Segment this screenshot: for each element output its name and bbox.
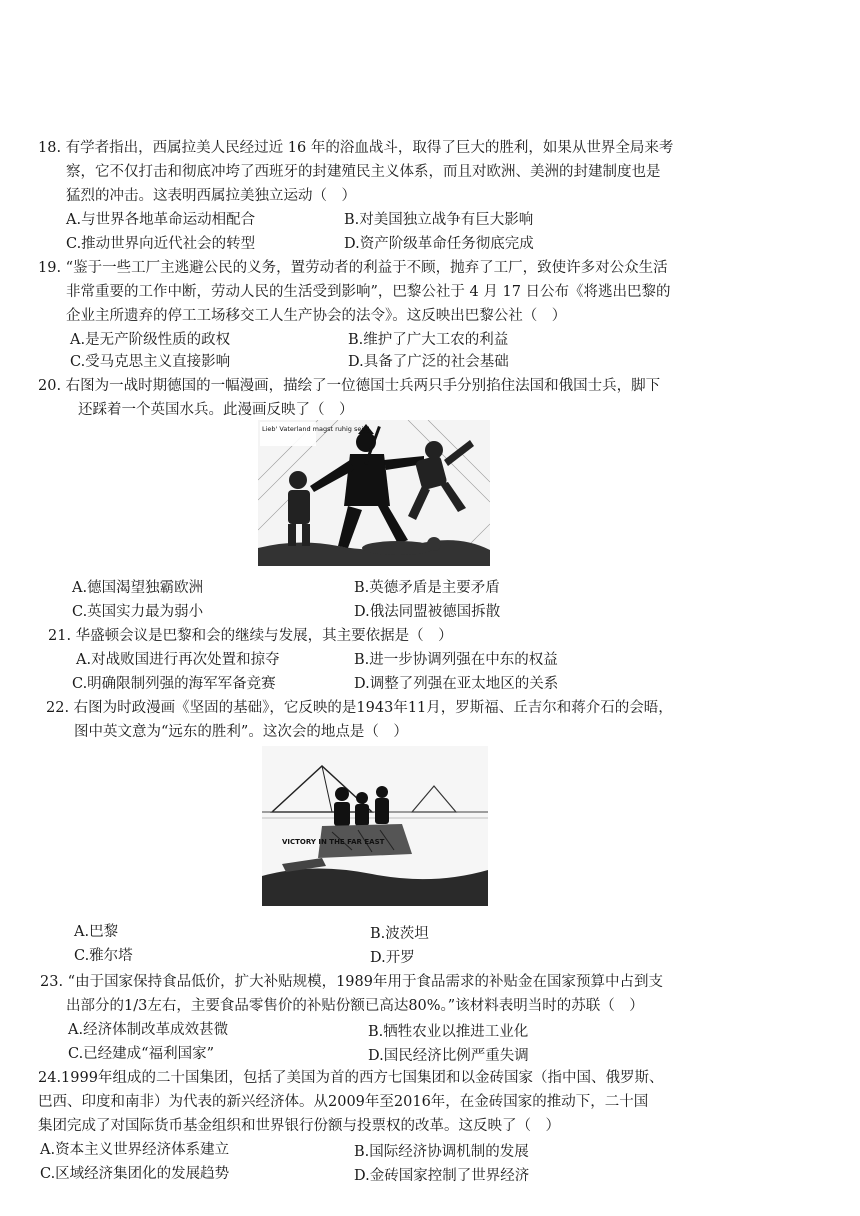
- q18-line-2: 察，它不仅打击和彻底冲垮了西班牙的封建殖民主义体系，而且对欧洲、美洲的封建制度也是: [66, 164, 661, 180]
- q20-line-1: 20. 右图为一战时期德国的一幅漫画，描绘了一位德国士兵两只手分别掐住法国和俄国士兵，脚下: [38, 378, 661, 394]
- q18-line-3: 猛烈的冲击。这表明西属拉美独立运动（ ）: [66, 188, 356, 204]
- q19-option-a: A.是无产阶级性质的政权: [70, 332, 231, 348]
- q20-option-b: B.英德矛盾是主要矛盾: [354, 580, 500, 596]
- q21-option-d: D.调整了列强在亚太地区的关系: [354, 676, 559, 692]
- q18-option-c: C.推动世界向近代社会的转型: [66, 236, 256, 252]
- q22-line-1: 22. 右图为时政漫画《坚固的基础》，它反映的是1943年11月，罗斯福、丘吉尔和蒋介石的会晤，: [46, 700, 673, 716]
- q18-option-b: B.对美国独立战争有巨大影响: [344, 212, 534, 228]
- q23-option-d: D.国民经济比例严重失调: [368, 1048, 529, 1064]
- q22-line-2: 图中英文意为“远东的胜利”。这次会的地点是（ ）: [74, 724, 408, 740]
- q24-option-b: B.国际经济协调机制的发展: [354, 1144, 529, 1160]
- q18-option-d: D.资产阶级革命任务彻底完成: [344, 236, 534, 252]
- q19-option-c: C.受马克思主义直接影响: [70, 354, 231, 370]
- cairo-cartoon-drawing: [262, 746, 488, 906]
- q24-option-d: D.金砖国家控制了世界经济: [354, 1168, 530, 1184]
- q21-option-c: C.明确限制列强的海军军备竞赛: [72, 676, 276, 692]
- q19-line-2: 非常重要的工作中断，劳动人民的生活受到影响”，巴黎公社于 4 月 17 日公布《将逃出巴黎的: [66, 284, 671, 300]
- ww1-cartoon-drawing: [258, 420, 490, 566]
- q23-line-1: 23. “由于国家保持食品低价，扩大补贴规模，1989年用于食品需求的补贴金在国家预算中占到支: [40, 974, 663, 990]
- q20-option-c: C.英国实力最为弱小: [72, 604, 204, 620]
- q24-line-3: 集团完成了对国际货币基金组织和世界银行份额与投票权的改革。这反映了（ ）: [38, 1118, 560, 1134]
- q19-option-d: D.具备了广泛的社会基础: [348, 354, 509, 370]
- q23-option-c: C.已经建成“福利国家”: [68, 1046, 215, 1062]
- ww1-cartoon-caption: Lieb' Vaterland magst ruhig sein!: [262, 425, 370, 433]
- q18-option-a: A.与世界各地革命运动相配合: [66, 212, 256, 228]
- q23-option-b: B.牺牲农业以推进工业化: [368, 1024, 529, 1040]
- q21-option-b: B.进一步协调列强在中东的权益: [354, 652, 558, 668]
- q19-line-3: 企业主所遗弃的停工工场移交工人生产协会的法令》。这反映出巴黎公社（ ）: [66, 308, 567, 324]
- q24-line-1: 24.1999年组成的二十国集团，包括了美国为首的西方七国集团和以金砖国家（指中国、俄罗斯、: [38, 1070, 664, 1086]
- q22-option-c: C.雅尔塔: [74, 948, 133, 964]
- q23-option-a: A.经济体制改革成效甚微: [68, 1022, 229, 1038]
- q23-line-2: 出部分的1/3左右，主要食品零售价的补贴份额已高达80%。”该材料表明当时的苏联（ ）: [66, 998, 644, 1014]
- cairo-cartoon: [262, 746, 488, 906]
- q20-line-2: 还踩着一个英国水兵。此漫画反映了（ ）: [78, 402, 354, 418]
- cairo-cartoon-caption: VICTORY IN THE FAR EAST: [282, 838, 385, 846]
- q18-line-1: 18. 有学者指出，西属拉美人民经过近 16 年的浴血战斗，取得了巨大的胜利，如果从世界全局来考: [38, 140, 674, 156]
- q22-option-d: D.开罗: [370, 950, 415, 966]
- q20-option-a: A.德国渴望独霸欧洲: [72, 580, 204, 596]
- q24-line-2: 巴西、印度和南非）为代表的新兴经济体。从2009年至2016年，在金砖国家的推动下，二十国: [38, 1094, 649, 1110]
- q19-line-1: 19. “鉴于一些工厂主逃避公民的义务，置劳动者的利益于不顾，抛弃了工厂，致使许多对公众生活: [38, 260, 668, 276]
- q22-option-a: A.巴黎: [74, 924, 119, 940]
- q24-option-c: C.区域经济集团化的发展趋势: [40, 1166, 230, 1182]
- ww1-cartoon: [258, 420, 490, 566]
- q22-option-b: B.波茨坦: [370, 926, 429, 942]
- q19-option-b: B.维护了广大工农的利益: [348, 332, 509, 348]
- q20-option-d: D.俄法同盟被德国拆散: [354, 604, 501, 620]
- q21-line-1: 21. 华盛顿会议是巴黎和会的继续与发展，其主要依据是（ ）: [48, 628, 453, 644]
- q21-option-a: A.对战败国进行再次处置和掠夺: [76, 652, 280, 668]
- q24-option-a: A.资本主义世界经济体系建立: [40, 1142, 230, 1158]
